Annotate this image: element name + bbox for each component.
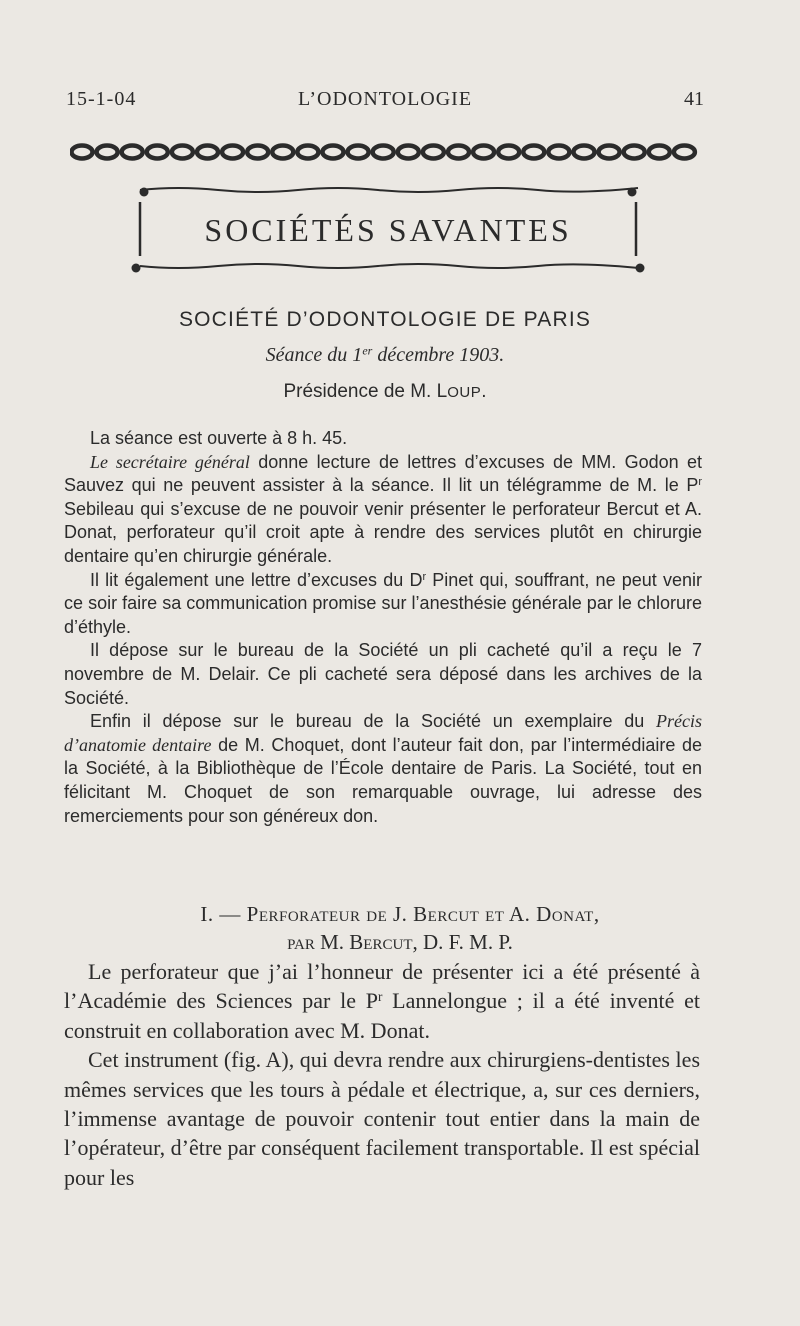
chain-link	[523, 146, 544, 159]
ordinal-superscript: er	[362, 343, 373, 358]
chain-link	[122, 146, 143, 159]
chain-link	[373, 146, 394, 159]
chain-link	[649, 146, 670, 159]
minutes-text: donne lecture de lettres d’excuses de MM. Godon et Sauvez qui ne peuvent assister à la séance. Il lit un télégramme de M. le P	[64, 451, 702, 496]
minutes-paragraph	[64, 569, 702, 640]
chain-link	[147, 146, 168, 159]
body-text: Lannelongue ; il a été inventé et construit en collaboration avec M. Donat.	[64, 988, 700, 1043]
session-date	[0, 344, 770, 367]
minutes-section	[64, 427, 702, 828]
minutes-paragraph: Il dépose sur le bureau de la Société un pli cacheté qu’il a reçu le 7 novembre de M. Delair. Ce pli cacheté sera déposé dans les archives de la Société.	[64, 640, 702, 708]
minutes-text: de M. Choquet, dont l’auteur fait don, par l’intermédiaire de la Société, à la Bibliothèque de l’École dentaire de Paris. La Société, tout en félicitant M. Choquet de son remarquable ouvrage, lui adresse des remerciements pour son généreux don.	[64, 734, 702, 826]
chain-link	[423, 146, 444, 159]
society-name: SOCIÉTÉ D’ODONTOLOGIE DE PARIS	[178, 308, 592, 331]
minutes-paragraph: La séance est ouverte à 8 h. 45.	[90, 428, 348, 448]
minutes-paragraph	[64, 710, 702, 828]
rubric-title: SOCIÉTÉS SAVANTES	[204, 212, 572, 248]
chain-link	[548, 146, 569, 159]
chain-link	[297, 146, 318, 159]
chain-link	[222, 146, 243, 159]
minutes-text: Pinet qui, souffrant, ne peut venir ce soir faire sa communication promise sur l’anesthésie générale par le chlorure d’éthyle.	[64, 569, 702, 637]
session-date-prefix: Séance du 1	[265, 344, 363, 366]
chain-link	[72, 146, 93, 159]
minutes-text: Enfin il dépose sur le bureau de la Société un exemplaire du	[90, 711, 657, 732]
section-heading-line1: I. — Perforateur de J. Bercut et A. Donat,	[200, 902, 600, 926]
chain-link	[448, 146, 469, 159]
president-name: OUP	[447, 384, 482, 401]
presidence-line	[0, 381, 770, 403]
president-initial: L	[436, 381, 448, 402]
superscript: r	[377, 989, 383, 1005]
body-paragraph: Cet instrument (fig. A), qui devra rendre aux chirurgiens-dentistes les mêmes services que les tours à pédale et électrique, a, sur ces derniers, l’immense avantage de pouvoir contenir tout entier dans la main de l’opérateur, d’être par conséquent facilement transportable. Il est spécial pour les	[64, 1047, 700, 1190]
chain-link	[624, 146, 645, 159]
superscript: r	[698, 476, 702, 489]
chain-link	[498, 146, 519, 159]
chain-link	[272, 146, 293, 159]
chain-link	[97, 146, 118, 159]
chain-link	[323, 146, 344, 159]
chain-link	[348, 146, 369, 159]
section-heading-line2: par M. Bercut, D. F. M. P.	[287, 930, 513, 954]
book-title: Précis d’anatomie dentaire	[64, 711, 702, 755]
body-text: Le perforateur que j’ai l’honneur de présenter ici a été présenté à l’Académie des Sciences par le P	[64, 959, 700, 1014]
session-date-suffix: décembre 1903.	[372, 344, 505, 366]
minutes-text: Il lit également une lettre d’excuses du D	[90, 569, 423, 590]
journal-title: L’ODONTOLOGIE	[297, 88, 473, 110]
chain-link	[599, 146, 620, 159]
page-number: 41	[684, 88, 704, 110]
minutes-paragraph	[64, 451, 702, 569]
chain-link	[197, 146, 218, 159]
presidence-prefix: Présidence de M.	[283, 381, 437, 402]
presidence-end: .	[481, 381, 487, 402]
running-head	[66, 88, 704, 118]
chain-link	[398, 146, 419, 159]
chain-link	[247, 146, 268, 159]
chain-link	[574, 146, 595, 159]
chain-ornament	[70, 139, 698, 165]
issue-date: 15-1-04	[66, 88, 137, 110]
minutes-text: Sebileau qui s’excuse de ne pouvoir venir présenter le perforateur Bercut et A. Donat, perforateur qu’il croit apte à rendre des services plutôt en chirurgie dentaire qu’en chirurgie générale.	[64, 498, 702, 566]
body-paragraph	[64, 957, 700, 1045]
italic-phrase: Le secrétaire général	[90, 451, 250, 472]
chain-link	[172, 146, 193, 159]
section-heading	[0, 900, 800, 956]
article-body	[64, 957, 700, 1192]
chain-link	[473, 146, 494, 159]
superscript: r	[422, 570, 427, 583]
chain-link	[674, 146, 695, 159]
